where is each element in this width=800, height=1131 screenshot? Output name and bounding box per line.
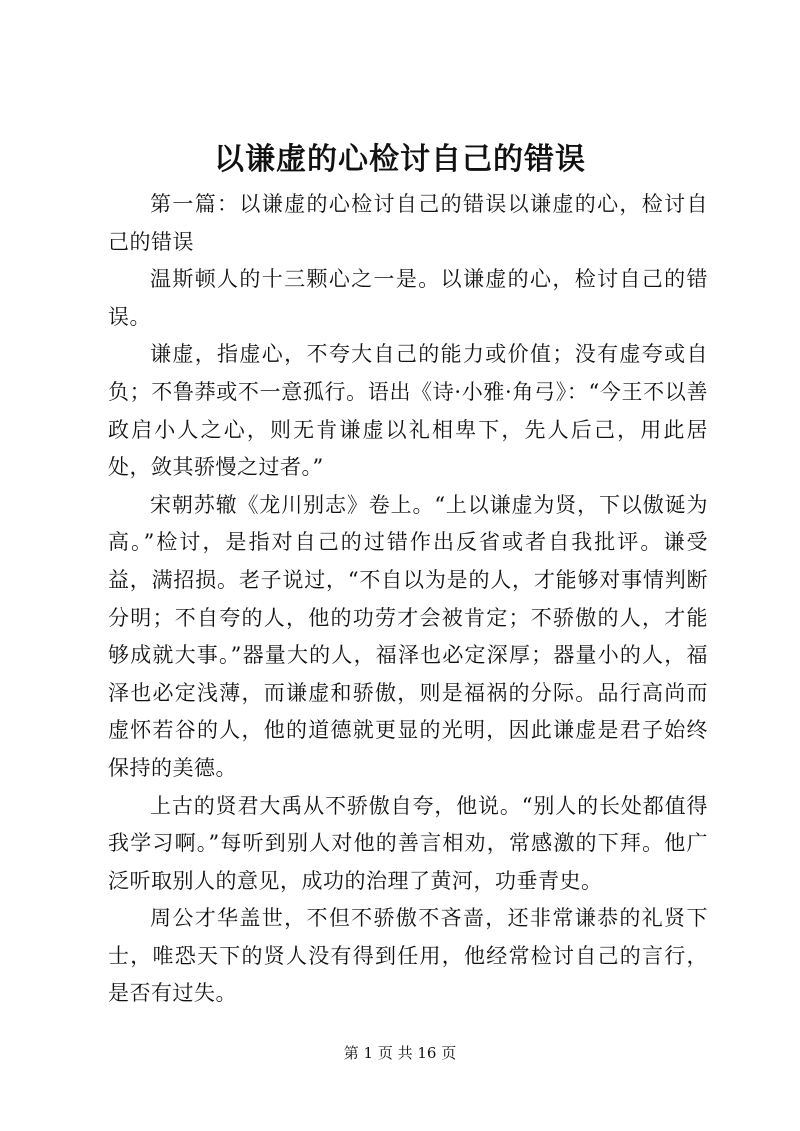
paragraph-5: 上古的贤君大禹从不骄傲自夸，他说。“别人的长处都值得我学习啊。”每听到别人对他的善言相劝，常感激的下拜。他广泛听取别人的意见，成功的治理了黄河，功垂青史。	[108, 793, 708, 893]
paragraph-3: 谦虚，指虚心，不夸大自己的能力或价值；没有虚夸或自负；不鲁莽或不一意孤行。语出《诗·小雅·角弓》：“今王不以善政启小人之心，则无肯谦虚以礼相卑下，先人后己，用此居处，敛其骄慢之过者。”	[108, 342, 708, 480]
paragraph-6: 周公才华盖世，不但不骄傲不吝啬，还非常谦恭的礼贤下士，唯恐天下的贤人没有得到任用，他经常检讨自己的言行，是否有过失。	[108, 906, 708, 1006]
paragraph-1: 第一篇：以谦虚的心检讨自己的错误以谦虚的心，检讨自己的错误	[108, 192, 708, 254]
page-number-footer: 第 1 页 共 16 页	[343, 1044, 457, 1062]
paragraph-2: 温斯顿人的十三颗心之一是。以谦虚的心，检讨自己的错误。	[108, 267, 708, 329]
document-body	[108, 186, 708, 1013]
page-title: 以谦虚的心检讨自己的错误	[214, 142, 586, 177]
paragraph-4: 宋朝苏辙《龙川别志》卷上。“上以谦虚为贤，下以傲诞为高。”检讨，是指对自己的过错作出反省或者自我批评。谦受益，满招损。老子说过，“不自以为是的人，才能够对事情判断分明；不自夸的人，他的功劳才会被肯定；不骄傲的人，才能够成就大事。”器量大的人，福泽也必定深厚；器量小的人，福泽也必定浅薄，而谦虚和骄傲，则是福祸的分际。品行高尚而虚怀若谷的人，他的道德就更显的光明，因此谦虚是君子始终保持的美德。	[108, 492, 708, 780]
